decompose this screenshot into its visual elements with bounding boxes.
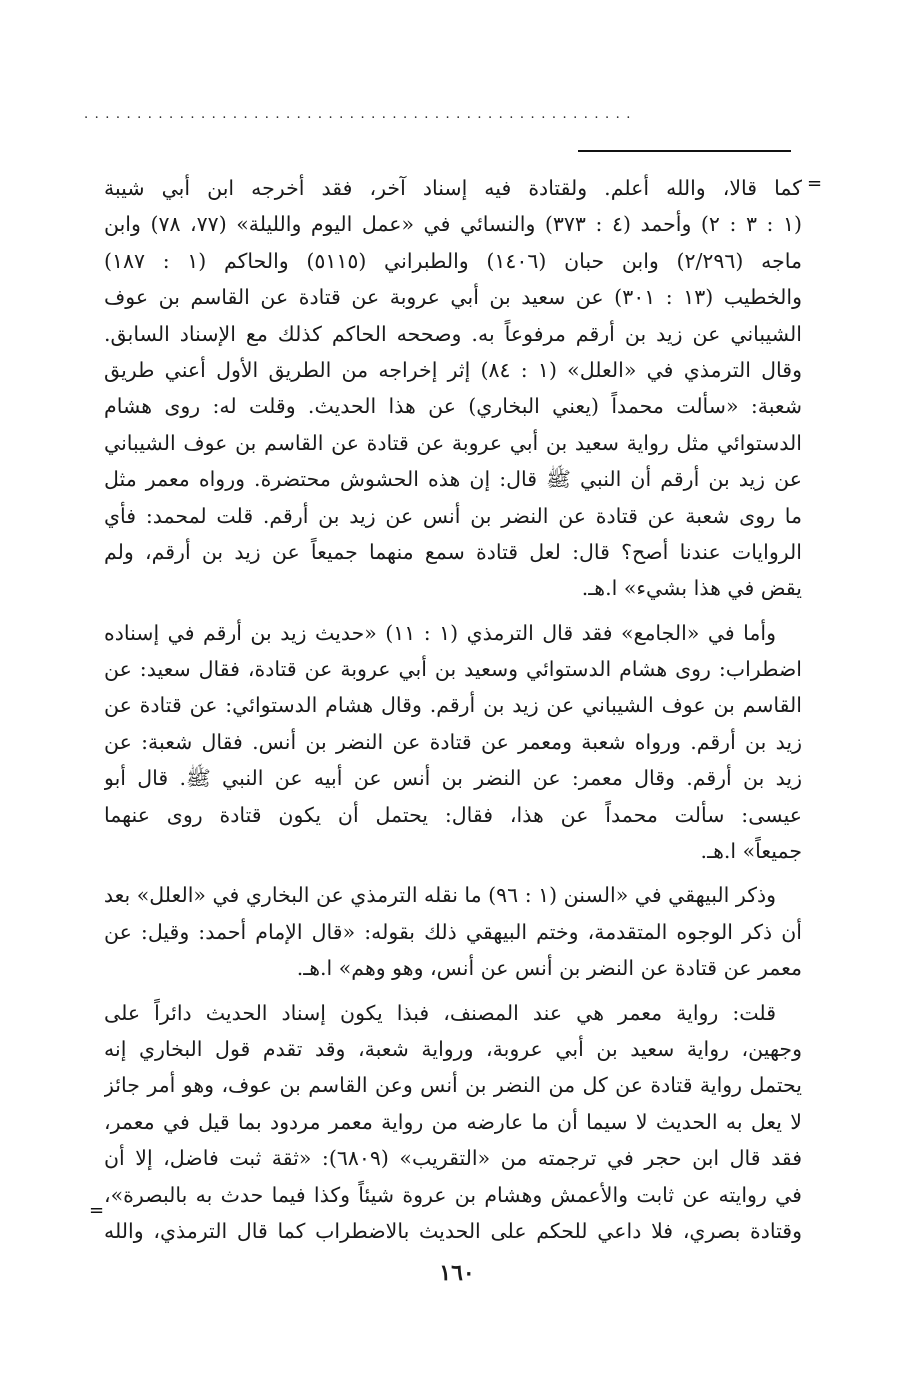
text-line: جميعاً» ا.هـ. — [700, 839, 802, 864]
footnote-text-body — [104, 170, 802, 1249]
text-line: قلت: رواية معمر هي عند المصنف، فبذا يكون إسناد الحديث دائراً على — [104, 1000, 776, 1025]
text-line: زيد بن أرقم. وقال معمر: عن النضر بن أنس عن أبيه عن النبي ﷺ. قال أبو — [104, 766, 802, 791]
text-line: شعبة: «سألت محمداً (يعني البخاري) عن هذا الحديث. وقلت له: روى هشام — [104, 394, 802, 419]
text-line: ماجه (٢/٢٩٦) وابن حبان (١٤٠٦) والطبراني (٥١١٥) والحاكم (١ : ١٨٧) — [104, 248, 802, 273]
paragraph-gap — [104, 869, 802, 877]
text-line: وقتادة بصري، فلا داعي للحكم على الحديث بالاضطراب كما قال الترمذي، والله — [104, 1218, 802, 1243]
text-line: وأما في «الجامع» فقد قال الترمذي (١ : ١١) «حديث زيد بن أرقم في إسناده — [104, 620, 776, 645]
continuation-mark-top: = — [807, 173, 823, 194]
text-line: ما روى شعبة عن قتادة عن النضر بن أنس عن زيد بن أرقم. قلت لمحمد: فأي — [104, 503, 802, 528]
text-line: في روايته عن ثابت والأعمش وهشام بن عروة شيئاً وكذا فيما حدث به بالبصرة»، — [104, 1182, 802, 1207]
text-line: يقض في هذا بشيء» ا.هـ. — [581, 576, 802, 601]
text-line: وجهين، رواية سعيد بن أبي عروبة، ورواية شعبة، وقد تقدم قول البخاري إنه — [104, 1036, 802, 1061]
text-line: زيد بن أرقم. ورواه شعبة ومعمر عن قتادة عن النضر بن أنس. فقال شعبة: عن — [104, 729, 802, 754]
page-number: ١٦٠ — [439, 1260, 475, 1286]
text-line: وقال الترمذي في «العلل» (١ : ٨٤) إثر إخراجه من الطريق الأول أعني طريق — [104, 357, 802, 382]
text-line: معمر عن قتادة عن النضر بن أنس عن أنس، وهو وهم» ا.هـ. — [296, 956, 802, 981]
text-line: يحتمل رواية قتادة عن كل من النضر بن أنس وعن القاسم بن عوف، وهو أمر جائز — [104, 1073, 802, 1098]
text-line: الدستوائي مثل رواية سعيد بن أبي عروبة عن قتادة عن القاسم بن عوف الشيباني — [104, 430, 802, 455]
text-line: اضطراب: روى هشام الدستوائي وسعيد بن أبي عروبة عن قتادة، فقال سعيد: عن — [104, 657, 802, 682]
text-line: الشيباني عن زيد بن أرقم مرفوعاً به. وصححه الحاكم كذلك مع الإسناد السابق. — [104, 321, 802, 346]
text-line: عيسى: سألت محمداً عن هذا، فقال: يحتمل أن يكون قتادة روى عنهما — [104, 802, 802, 827]
footnote-separator-rule — [578, 150, 791, 152]
text-line: وذكر البيهقي في «السنن (١ : ٩٦) ما نقله الترمذي عن البخاري في «العلل» بعد — [104, 883, 776, 908]
text-line: عن زيد بن أرقم أن النبي ﷺ قال: إن هذه الحشوش محتضرة. ورواه معمر مثل — [104, 467, 802, 492]
text-line: القاسم بن عوف الشيباني عن زيد بن أرقم. وقال هشام الدستوائي: عن قتادة عن — [104, 693, 802, 718]
paragraph-gap — [104, 607, 802, 615]
text-line: (١ : ٣ : ٢) وأحمد (٤ : ٣٧٣) والنسائي في «عمل اليوم والليلة» (٧٧، ٧٨) وابن — [104, 212, 802, 237]
text-line: كما قالا، والله أعلم. ولقتادة فيه إسناد آخر، فقد أخرجه ابن أبي شيبة — [104, 176, 802, 200]
text-line: والخطيب (١٣ : ٣٠١) عن سعيد بن أبي عروبة عن قتادة عن القاسم بن عوف — [104, 285, 802, 310]
continuation-mark-bottom: = — [89, 1200, 105, 1221]
text-line: فقد قال ابن حجر في ترجمته من «التقريب» (٦٨٠٩): «ثقة ثبت فاضل، إلا أن — [104, 1146, 802, 1171]
text-line: أن ذكر الوجوه المتقدمة، وختم البيهقي ذلك بقوله: «قال الإمام أحمد: وقيل: عن — [104, 919, 802, 944]
text-line: الروايات عندنا أصح؟ قال: لعل قتادة سمع منهما جميعاً عن زيد بن أرقم، ولم — [104, 539, 802, 564]
header-dotted-line: .................................................... — [84, 108, 637, 122]
text-line: لا يعل به الحديث لا سيما أن ما عارضه من رواية معمر مردود بما قيل في معمر، — [104, 1109, 802, 1134]
paragraph-gap — [104, 987, 802, 995]
